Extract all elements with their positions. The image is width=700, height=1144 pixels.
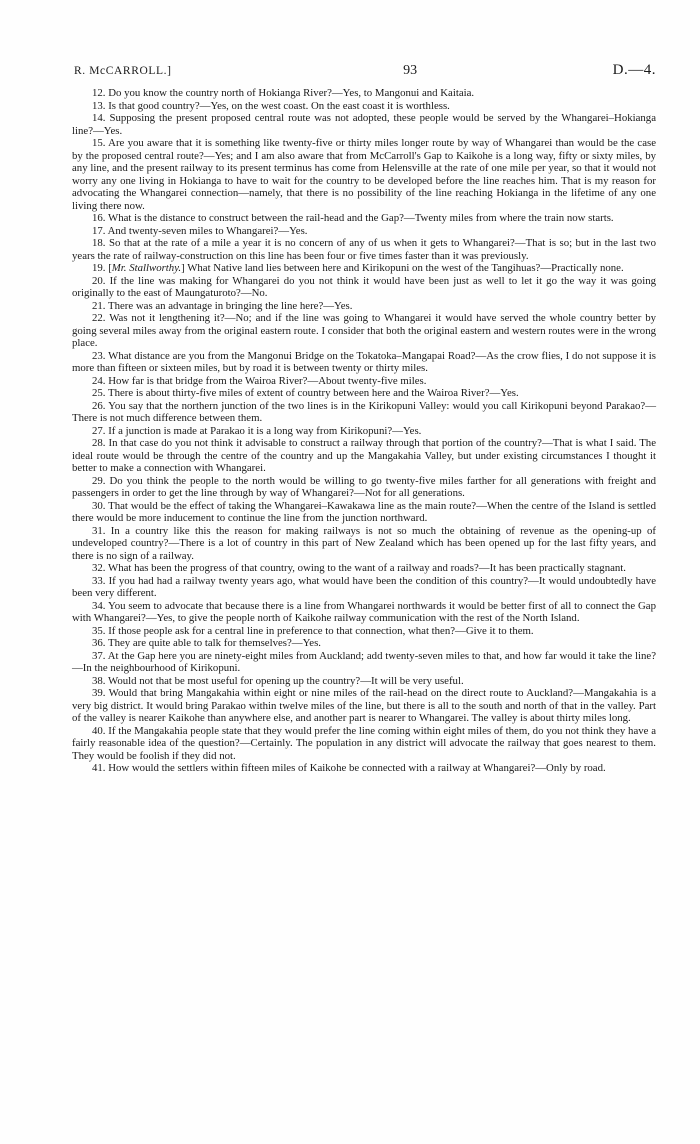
testimony-paragraph: 21. There was an advantage in bringing the line here?—Yes. <box>92 299 353 312</box>
testimony-paragraph: 38. Would not that be most useful for opening up the country?—It will be very useful. <box>92 674 464 687</box>
testimony-paragraph: 23. What distance are you from the Mangonui Bridge on the Tokatoka–Mangapai Road?—As the crow flies, I do not suppose it is more than fifteen or sixteen miles, but by road it is between twenty or thirty miles. <box>72 349 656 374</box>
testimony-paragraph: 34. You seem to advocate that because there is a line from Whangarei northwards it would be better first of all to connect the Gap with Whangarei?—Yes, to give the people north of Kaikohe railway communication with the rest of the North Island. <box>72 599 656 624</box>
testimony-paragraph: 31. In a country like this the reason for making railways is not so much the obtaining of revenue as the opening-up of undeveloped country?—There is a lot of country in this part of New Zealand which has been opened up for the last fifty years, and there is no sign of a railway. <box>72 524 656 562</box>
testimony-paragraph: 15. Are you aware that it is something like twenty-five or thirty miles longer route by way of Whangarei than would be the case by the proposed central route?—Yes; and I am also aware that from McCarroll's Gap to Kaikohe is a long way, fifty or sixty miles, by any line, and the present railway to its present terminus has come from Helensville at the rate of one mile per year, so that it would not worry any one living in Hokianga to have to wait for the country to be developed before the line reaches him. That is my reason for advocating the Whangarei connection—namely, that there is no possibility of the line reaching Hokianga in the lifetime of any one living there now. <box>72 137 656 212</box>
header-witness-name: R. McCARROLL.] <box>74 65 172 77</box>
testimony-paragraph: 18. So that at the rate of a mile a year it is no concern of any of us when it gets to Whangarei?—That is so; but in the last two years the rate of railway-construction on this line has been four or five times faster than it was previously. <box>72 237 656 262</box>
testimony-paragraph: 14. Supposing the present proposed central route was not adopted, these people would be served by the Whangarei–Hokianga line?—Yes. <box>72 112 656 137</box>
testimony-paragraph: 32. What has been the progress of that country, owing to the want of a railway and roads?—It has been practically stagnant. <box>92 562 626 574</box>
speaker-name: Mr. Stallworthy. <box>111 262 182 274</box>
testimony-body <box>72 87 656 775</box>
testimony-paragraph: 12. Do you know the country north of Hokianga River?—Yes, to Mangonui and Kaitaia. <box>92 87 475 99</box>
testimony-paragraph: 25. There is about thirty-five miles of extent of country between here and the Wairoa River?—Yes. <box>92 387 519 399</box>
testimony-paragraph: 41. How would the settlers within fifteen miles of Kaikohe be connected with a railway at Whangarei?—Only by road. <box>92 762 606 774</box>
testimony-paragraph: 24. How far is that bridge from the Wairoa River?—About twenty-five miles. <box>92 374 427 387</box>
testimony-paragraph: 13. Is that good country?—Yes, on the west coast. On the east coast it is worthless. <box>92 99 450 112</box>
testimony-paragraph: 28. In that case do you not think it advisable to construct a railway through that portion of the country?—That is what I said. The ideal route would be through the centre of the country and up the Mangakahia Valley, but under existing circumstances I thought it better to make a connection with Whangarei. <box>72 437 656 474</box>
testimony-paragraph: 16. What is the distance to construct between the rail-head and the Gap?—Twenty miles from where the train now starts. <box>92 212 614 224</box>
document-reference: D.—4. <box>612 62 656 78</box>
testimony-paragraph: 27. If a junction is made at Parakao it is a long way from Kirikopuni?—Yes. <box>92 424 422 437</box>
testimony-paragraph: 22. Was not it lengthening it?—No; and if the line was going to Whangarei it would have served the whole country better by going several miles away from the original eastern route. I consider that both the original eastern and western routes were in the wrong place. <box>72 312 656 349</box>
testimony-paragraph: 17. And twenty-seven miles to Whangarei?—Yes. <box>92 224 308 237</box>
page-number: 93 <box>403 63 418 78</box>
testimony-paragraph: 35. If those people ask for a central line in preference to that connection, what then?—Give it to them. <box>92 624 534 637</box>
testimony-paragraph: 20. If the line was making for Whangarei do you not think it would have been just as well to let it go the way it was going originally to the east of Maungaturoto?—No. <box>72 274 656 299</box>
testimony-paragraph: 19. [Mr. Stallworthy.] What Native land lies between here and Kirikopuni on the west of the Tangihuas?—Practically none. <box>92 262 624 274</box>
testimony-paragraph: 29. Do you think the people to the north would be willing to go twenty-five miles farther for all generations with freight and passengers in order to get the line through by way of Whangarei?—Not for all generations. <box>72 474 656 499</box>
testimony-paragraph: 30. That would be the effect of taking the Whangarei–Kawakawa line as the main route?—When the centre of the Island is settled there would be more inducement to continue the line from the junction northward. <box>72 499 656 524</box>
testimony-paragraph: 40. If the Mangakahia people state that they would prefer the line coming within eight miles of them, do you not think they have a fairly reasonable idea of the question?—Certainly. The population in any district will advocate the railway that goes nearest to them. They would be foolish if they did not. <box>72 724 656 762</box>
testimony-paragraph: 33. If you had had a railway twenty years ago, what would have been the condition of this country?—It would undoubtedly have been very different. <box>72 574 656 599</box>
testimony-paragraph: 36. They are quite able to talk for themselves?—Yes. <box>92 637 321 649</box>
testimony-paragraph: 37. At the Gap here you are ninety-eight miles from Auckland; add twenty-seven miles to that, and how far would it take the line?—In the neighbourhood of Kirikopuni. <box>72 649 656 674</box>
testimony-paragraph: 26. You say that the northern junction of the two lines is in the Kirikopuni Valley: would you call Kirikopuni beyond Parakao?—There is not much difference between them. <box>72 399 656 424</box>
page-header <box>72 62 656 79</box>
testimony-paragraph: 39. Would that bring Mangakahia within eight or nine miles of the rail-head on the direct route to Auckland?—Mangakahia is a very big district. It would bring Parakao within twelve miles of the line, but there is all to the south and north of that in the valley. Part of the valley is nearer Kaikohe than anywhere else, and another part is nearer to Whangarei. The valley is about thirty miles long. <box>72 687 656 724</box>
